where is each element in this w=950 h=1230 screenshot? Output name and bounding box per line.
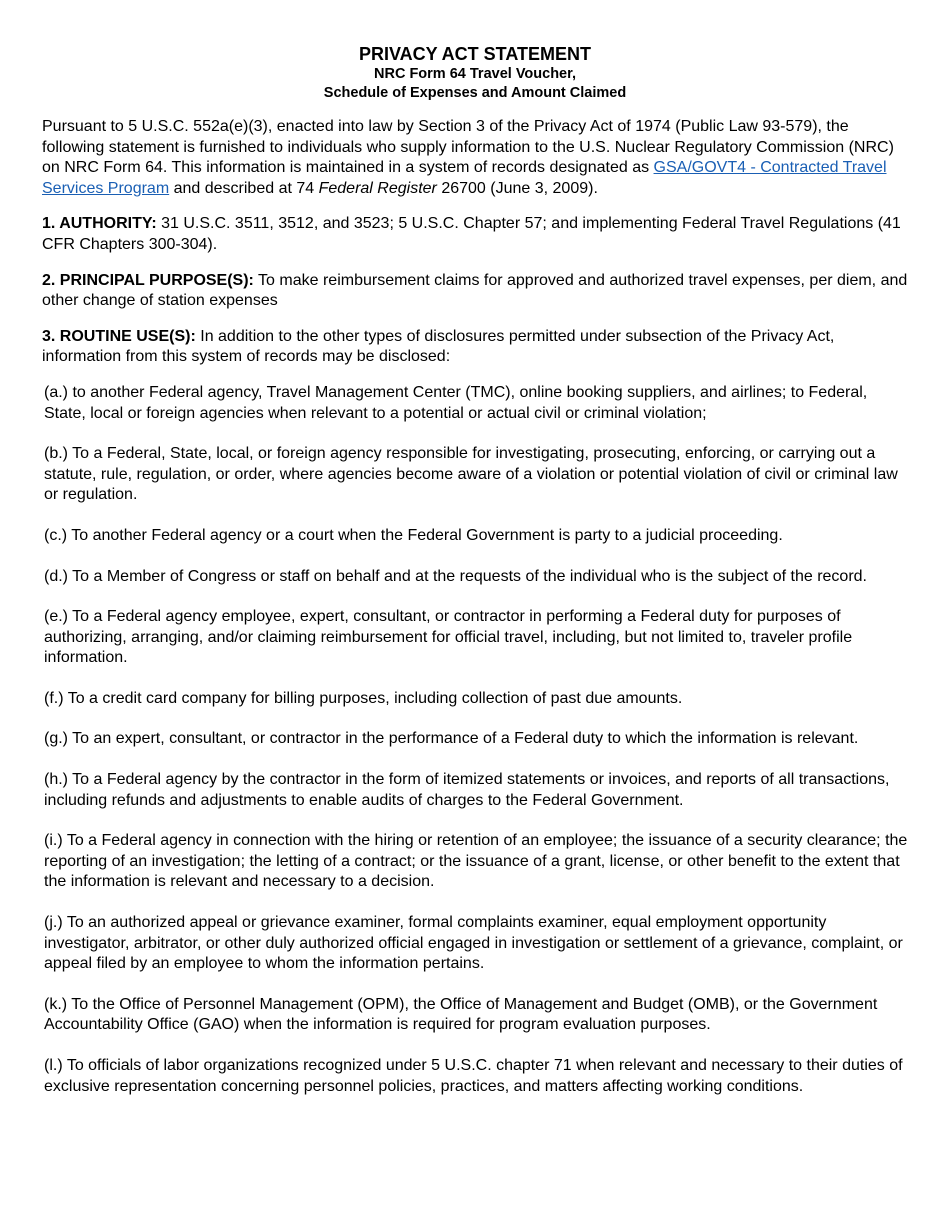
authority-paragraph xyxy=(42,214,908,255)
authority-label: 1. AUTHORITY: xyxy=(42,215,157,233)
intro-paragraph xyxy=(42,117,908,199)
routine-use-item-a: (a.) to another Federal agency, Travel Management Center (TMC), online booking suppliers, and airlines; to Federal, State, local or foreign agencies when relevant to a potential or actual civil or criminal violation; xyxy=(44,383,868,422)
routine-use-item-e: (e.) To a Federal agency employee, expert, consultant, or contractor in performing a Federal duty for purposes of authorizing, arranging, and/or claiming reimbursement for official travel, including, but not limited to, traveler profile information. xyxy=(44,608,853,667)
routine-use-item-l: (l.) To officials of labor organizations recognized under 5 U.S.C. chapter 71 when relevant and necessary to their duties of exclusive representation concerning personnel policies, practices, and matters affecting working conditions. xyxy=(44,1057,903,1095)
routine-use-item-c: (c.) To another Federal agency or a court when the Federal Government is party to a judicial proceeding. xyxy=(44,526,783,544)
document-subtitle-form: NRC Form 64 Travel Voucher, xyxy=(374,66,576,82)
document-title: PRIVACY ACT STATEMENT xyxy=(358,44,591,64)
routine-use-label: 3. ROUTINE USE(S): xyxy=(42,327,196,345)
purpose-paragraph xyxy=(42,271,908,312)
routine-use-item-g: (g.) To an expert, consultant, or contractor in the performance of a Federal duty to which the information is relevant. xyxy=(44,730,859,748)
routine-use-item-f: (f.) To a credit card company for billing purposes, including collection of past due amounts. xyxy=(44,689,683,707)
routine-use-item-i: (i.) To a Federal agency in connection with the hiring or retention of an employee; the issuance of a security clearance; the reporting of an investigation; the letting of a contract; or the issuance of a grant, license, or other benefit to the extent that the information is relevant and necessary to a decision. xyxy=(44,832,908,891)
intro-text-2: and described at 74 xyxy=(169,179,319,197)
federal-register-italic: Federal Register xyxy=(318,179,437,197)
routine-use-paragraph xyxy=(42,327,908,368)
purpose-text: To make reimbursement claims for approved and authorized travel expenses, per diem, and other change of station expenses xyxy=(42,271,908,310)
routine-use-item-j: (j.) To an authorized appeal or grievance examiner, formal complaints examiner, equal employment opportunity investigator, arbitrator, or other duly authorized official engaged in investigation or settlement of a grievance, complaint, or appeal filed by an employee to whom the information pertains. xyxy=(44,914,903,973)
routine-use-item-b: (b.) To a Federal, State, local, or foreign agency responsible for investigating, prosecuting, enforcing, or carrying out a statute, rule, regulation, or order, where agencies become aware of a violation or potential violation of civil or criminal law or regulation. xyxy=(44,445,898,504)
routine-use-item-h: (h.) To a Federal agency by the contractor in the form of itemized statements or invoices, and reports of all transactions, including refunds and adjustments to enable audits of charges to the Federal Government. xyxy=(44,771,890,809)
document-subtitle-schedule: Schedule of Expenses and Amount Claimed xyxy=(323,85,627,101)
purpose-label: 2. PRINCIPAL PURPOSE(S): xyxy=(42,271,254,289)
intro-text-1: Pursuant to 5 U.S.C. 552a(e)(3), enacted into law by Section 3 of the Privacy Act of 1974 (Public Law 93-579), the following statement is furnished to individuals who supply information to the U.S. Nuclear Regulatory Commission (NRC) on NRC Form 64. This information is maintained in a system of records designated as xyxy=(42,118,894,177)
routine-use-list xyxy=(42,383,908,1097)
authority-text: 31 U.S.C. 3511, 3512, and 3523; 5 U.S.C. Chapter 57; and implementing Federal Travel Regulations (41 CFR Chapters 300-304). xyxy=(42,215,901,253)
routine-use-text: In addition to the other types of disclosures permitted under subsection of the Privacy Act, information from this system of records may be disclosed: xyxy=(42,327,835,366)
system-of-records-link[interactable]: GSA/GOVT4 - Contracted Travel Services Program xyxy=(42,159,887,197)
title-block xyxy=(42,44,908,103)
routine-use-item-d: (d.) To a Member of Congress or staff on behalf and at the requests of the individual who is the subject of the record. xyxy=(44,567,867,585)
intro-text-3: 26700 (June 3, 2009). xyxy=(436,179,598,197)
routine-use-item-k: (k.) To the Office of Personnel Management (OPM), the Office of Management and Budget (OMB), or the Government Accountability Office (GAO) when the information is required for program evaluation purposes. xyxy=(44,995,878,1034)
